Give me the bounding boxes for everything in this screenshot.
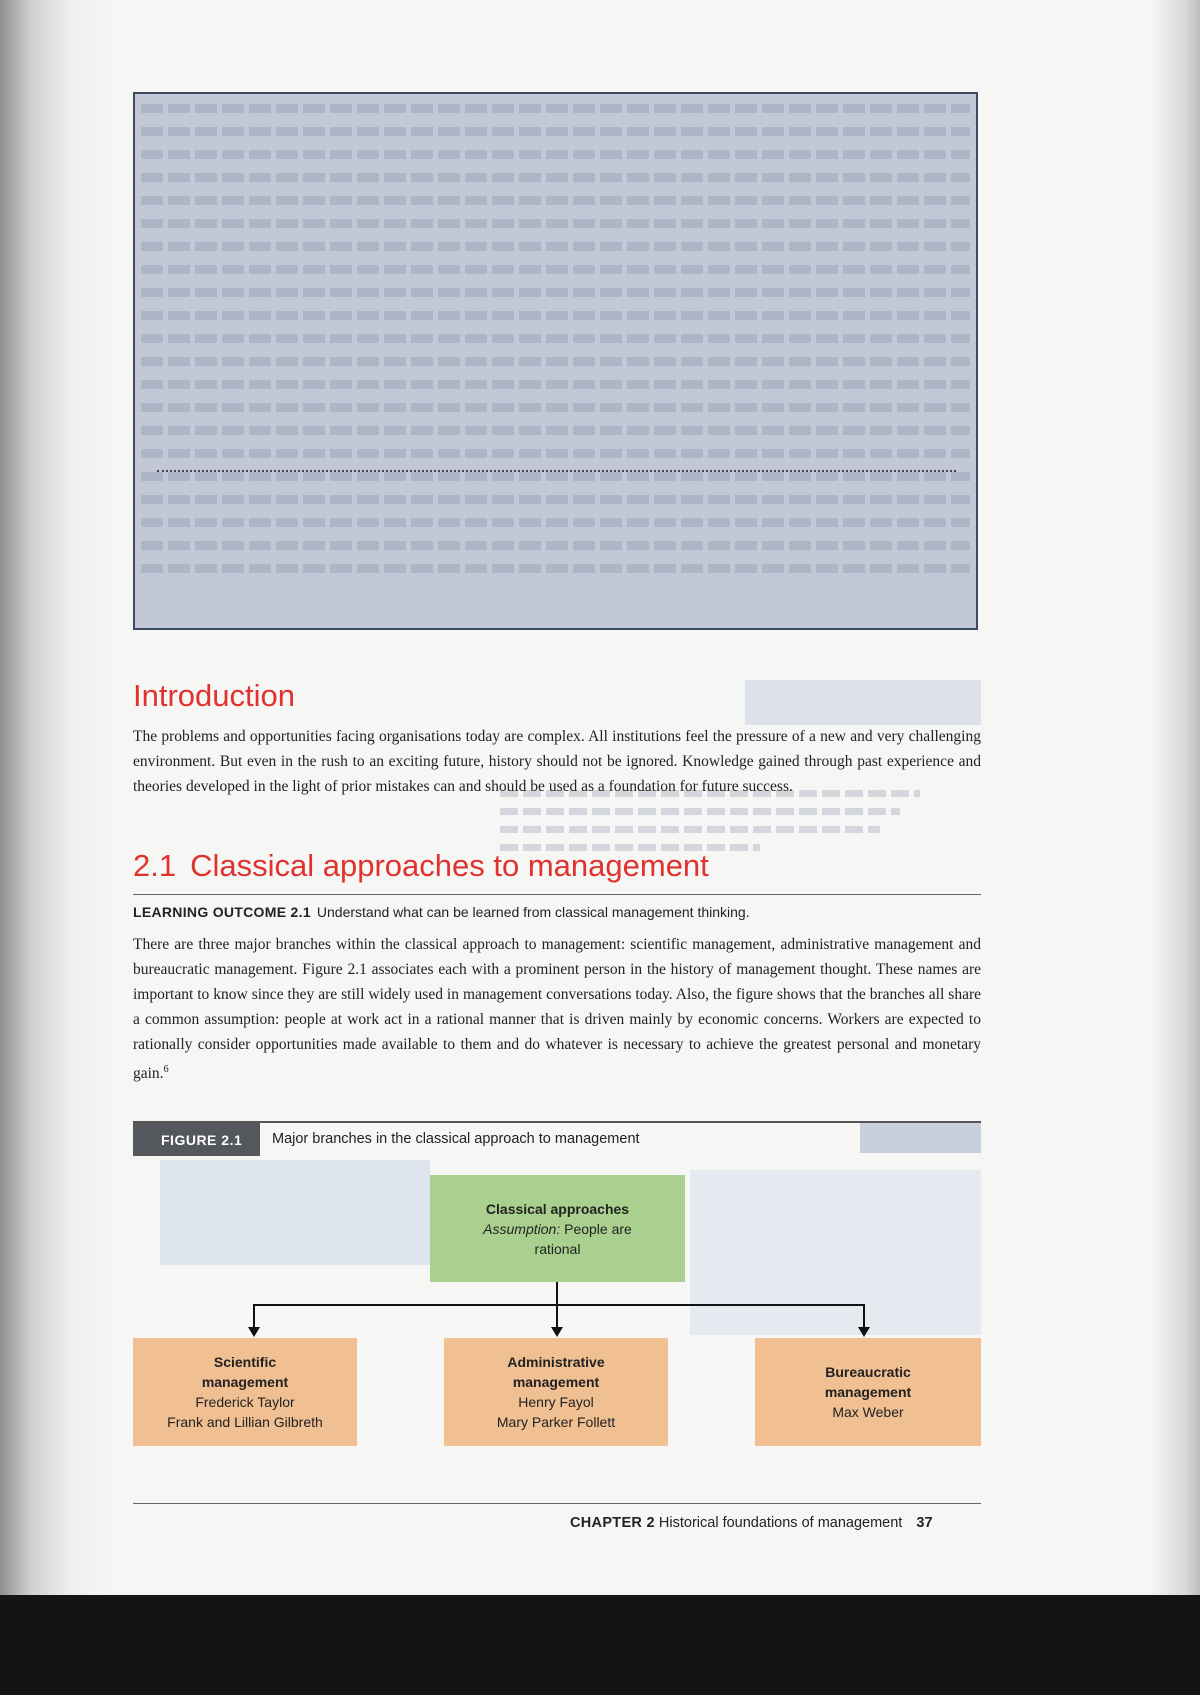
page-footer bbox=[570, 1515, 933, 1531]
figure-rule bbox=[133, 1121, 981, 1123]
section-heading bbox=[133, 848, 709, 884]
branch-person: Henry Fayol bbox=[518, 1394, 594, 1410]
branch-person: Mary Parker Follett bbox=[496, 1414, 616, 1430]
bureaucratic-management-node bbox=[755, 1338, 981, 1446]
chapter-title: Historical foundations of management bbox=[658, 1515, 903, 1531]
dotted-divider bbox=[157, 470, 956, 472]
connector-right bbox=[863, 1304, 865, 1328]
scan-background bbox=[0, 1595, 1200, 1695]
arrow-down-icon bbox=[248, 1327, 260, 1337]
classical-approaches-node bbox=[430, 1175, 685, 1282]
branch-title: Administrative management bbox=[507, 1354, 605, 1390]
bleed-through-sidebar bbox=[690, 1170, 981, 1335]
section-number: 2.1 bbox=[133, 848, 177, 883]
branch-person: Max Weber bbox=[832, 1404, 904, 1420]
figure-label: FIGURE 2.1 bbox=[133, 1123, 260, 1156]
learning-outcome-label: LEARNING OUTCOME 2.1 bbox=[133, 904, 311, 920]
learning-outcome bbox=[133, 904, 750, 920]
bleed-through-tab bbox=[860, 1123, 981, 1153]
chapter-label: CHAPTER 2 bbox=[570, 1515, 655, 1531]
bleed-line bbox=[500, 808, 900, 815]
footer-rule bbox=[133, 1503, 981, 1504]
section-paragraph-text: There are three major branches within the classical approach to management: scientific management, administrative management and bureaucratic management. Figure 2.1 associates each with a prominent person in the history of management thought. These names are important to know since they are still widely used in management conversations today. Also, the figure shows that the branches all share a common assumption: people at work act in a rational manner that is driven mainly by economic concerns. Workers are expected to rationally consider opportunities made available to them and do whatever is necessary to achieve the greatest personal and monetary gain. bbox=[133, 936, 981, 1083]
figure-caption: Major branches in the classical approach to management bbox=[272, 1131, 640, 1147]
bleed-line bbox=[500, 826, 880, 833]
bleed-through-panel bbox=[745, 680, 981, 725]
section-paragraph bbox=[133, 932, 981, 1086]
branch-person: Frank and Lillian Gilbreth bbox=[167, 1414, 323, 1430]
branch-title: Bureaucratic management bbox=[824, 1364, 912, 1400]
arrow-down-icon bbox=[858, 1327, 870, 1337]
branch-title: Scientific management bbox=[201, 1354, 289, 1390]
learning-outcome-text: Understand what can be learned from classical management thinking. bbox=[316, 904, 750, 920]
connector-middle bbox=[556, 1304, 558, 1328]
bleed-through-box bbox=[133, 92, 978, 630]
branch-person: Frederick Taylor bbox=[195, 1394, 295, 1410]
page-number: 37 bbox=[916, 1515, 933, 1531]
connector-bar bbox=[253, 1304, 865, 1306]
introduction-heading: Introduction bbox=[133, 678, 295, 713]
assumption-label: Assumption: bbox=[483, 1220, 561, 1237]
section-title: Classical approaches to management bbox=[190, 848, 709, 883]
administrative-management-node bbox=[444, 1338, 668, 1446]
footnote-ref: 6 bbox=[163, 1064, 169, 1075]
scientific-management-node bbox=[133, 1338, 357, 1446]
connector-stem bbox=[556, 1282, 558, 1304]
bleed-through-photo bbox=[160, 1160, 430, 1265]
arrow-down-icon bbox=[551, 1327, 563, 1337]
classical-approaches-title: Classical approaches bbox=[485, 1200, 630, 1217]
connector-left bbox=[253, 1304, 255, 1328]
section-rule bbox=[133, 894, 981, 895]
introduction-paragraph: The problems and opportunities facing organisations today are complex. All institutions feel the pressure of a new and very challenging environment. But even in the rush to an exciting future, history should not be ignored. Knowledge gained through past experience and theories developed in the light of prior mistakes can and should be used as a foundation for future success. bbox=[133, 728, 981, 795]
assumption-text: People are rational bbox=[534, 1220, 632, 1257]
